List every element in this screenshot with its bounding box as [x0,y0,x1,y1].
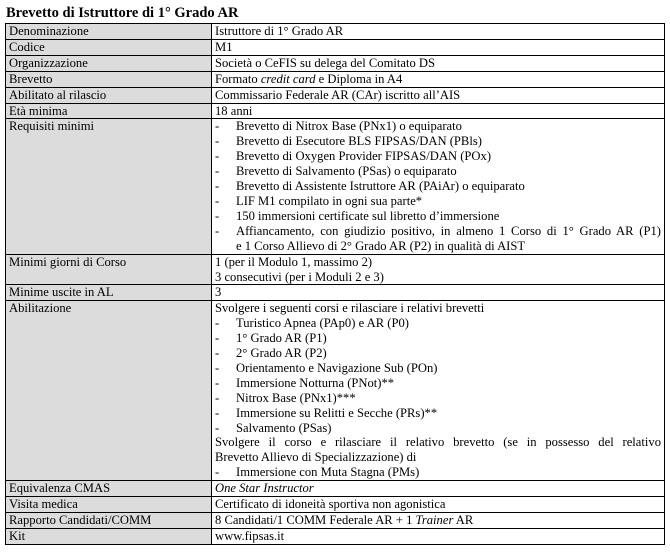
row-value [212,301,665,481]
row-label: Equivalenza CMAS [6,481,212,497]
list-item-text: Brevetto di Oxygen Provider FIPSAS/DAN (POx) [236,149,492,164]
bullet-dash: - [215,164,220,179]
requisiti-list [215,119,661,253]
table-row [6,55,665,71]
bullet-dash: - [215,346,220,361]
value-line: 3 consecutivi (per i Moduli 2 e 3) [215,269,384,284]
table-row [6,513,665,529]
row-label: Età minima [6,103,212,119]
row-value: 3 [212,285,665,301]
table-row [6,87,665,103]
table-row [6,71,665,87]
bullet-dash: - [215,208,220,223]
bullet-dash: - [215,331,220,346]
table-row [6,481,665,497]
bullet-dash: - [215,390,220,405]
row-label: Codice [6,39,212,55]
bullet-dash: - [215,149,220,164]
list-item [215,391,661,406]
list-item [215,331,661,346]
list-item [215,164,661,179]
row-label: Abilitazione [6,301,212,481]
table-row [6,39,665,55]
list-item [215,119,661,134]
table-row [6,528,665,544]
value-text: Formato [215,71,261,86]
bullet-dash: - [215,193,220,208]
bullet-dash: - [215,465,220,480]
list-item [215,134,661,149]
row-label: Kit [6,528,212,544]
table-row [6,254,665,285]
list-item [215,224,661,254]
list-item [215,421,661,436]
list-item-text: 150 immersioni certificate sul libretto d’immersione [236,208,500,223]
row-value [212,254,665,285]
table-row [6,301,665,481]
value-emphasis: Trainer [415,513,454,527]
row-label: Organizzazione [6,55,212,71]
list-item-text: Brevetto di Assistente Istruttore AR (PAiAr) o equiparato [236,179,525,194]
value-text: AR [453,513,474,527]
list-item-text: Immersione con Muta Stagna (PMs) [236,465,420,480]
table-row [6,119,665,254]
value-emphasis: One Star Instructor [215,481,314,496]
list-item-text: LIF M1 compilato in ogni sua parte* [236,193,423,208]
list-item-text: Immersione su Relitti e Secche (PRs)** [236,405,438,420]
value-line: Svolgere il corso e rilasciare il relativo brevetto (se in possesso del relativo [215,435,661,450]
value-line: 1 (per il Modulo 1, massimo 2) [215,254,373,269]
list-item [215,376,661,391]
list-item-text: Immersione Notturna (PNot)** [236,375,395,390]
list-item [215,465,661,480]
bullet-dash: - [215,134,220,149]
row-value: Certificato di idoneità sportiva non agonistica [212,497,665,513]
row-label: Brevetto [6,71,212,87]
list-item-text: Orientamento e Navigazione Sub (POn) [236,360,438,375]
bullet-dash: - [215,375,220,390]
bullet-dash: - [215,405,220,420]
row-label: Minime uscite in AL [6,285,212,301]
specification-table [5,23,665,545]
row-value: Commissario Federale AR (CAr) iscritto all’AIS [212,87,665,103]
table-row [6,24,665,40]
website-link[interactable]: www.fipsas.it [212,528,665,544]
row-value [212,481,665,497]
list-item [215,149,661,164]
bullet-dash: - [215,360,220,375]
row-value [212,119,665,254]
table-row [6,285,665,301]
list-item-text: Brevetto di Nitrox Base (PNx1) o equiparato [236,119,462,134]
list-item-text: 1° Grado AR (P1) [236,331,327,346]
value-line: Brevetto Allievo di Specializzazione) di [215,450,417,465]
value-text: 8 Candidati/1 COMM Federale AR + 1 [215,513,416,527]
list-item-text: Brevetto di Esecutore BLS FIPSAS/DAN (PBls) [236,134,482,149]
list-item-text: Nitrox Base (PNx1)*** [236,390,356,405]
list-item [215,194,661,209]
list-item [215,209,661,224]
value-text: e Diploma in A4 [315,71,403,86]
value-line: Svolgere i seguenti corsi e rilasciare i relativi brevetti [215,301,485,316]
list-item-text: Affiancamento, con giudizio positivo, in almeno 1 Corso di 1° Grado AR (P1) [236,223,661,238]
list-item [215,361,661,376]
bullet-dash: - [215,119,220,134]
row-value: Istruttore di 1° Grado AR [212,24,665,40]
list-item [215,316,661,331]
row-label: Requisiti minimi [6,119,212,254]
list-item-text: Brevetto di Salvamento (PSas) o equiparato [236,164,457,179]
document-page [5,3,665,545]
row-label: Denominazione [6,24,212,40]
row-value [212,71,665,87]
row-label: Visita medica [6,497,212,513]
list-item-text: Turistico Apnea (PAp0) e AR (P0) [236,316,409,331]
list-item [215,346,661,361]
list-item [215,179,661,194]
table-row [6,497,665,513]
table-row [6,103,665,119]
bullet-dash: - [215,223,220,238]
row-value [212,513,665,529]
bullet-dash: - [215,316,220,331]
row-label: Minimi giorni di Corso [6,254,212,285]
list-item [215,406,661,421]
row-value: Società o CeFIS su delega del Comitato DS [212,55,665,71]
row-label: Abilitato al rilascio [6,87,212,103]
abilitazione-list [215,316,661,435]
row-value: M1 [212,39,665,55]
row-label: Rapporto Candidati/COMM [6,513,212,529]
value-emphasis: credit card [260,71,316,86]
document-title: Brevetto di Istruttore di 1° Grado AR [6,5,239,21]
bullet-dash: - [215,179,220,194]
list-item-text: 2° Grado AR (P2) [236,346,327,361]
bullet-dash: - [215,420,220,435]
row-value: 18 anni [212,103,665,119]
list-item-text: e 1 Corso Allievo di 2° Grado AR (P2) in qualità di AIST [236,238,526,253]
abilitazione-extra-list [215,465,661,480]
list-item-text: Salvamento (PSas) [236,420,332,435]
